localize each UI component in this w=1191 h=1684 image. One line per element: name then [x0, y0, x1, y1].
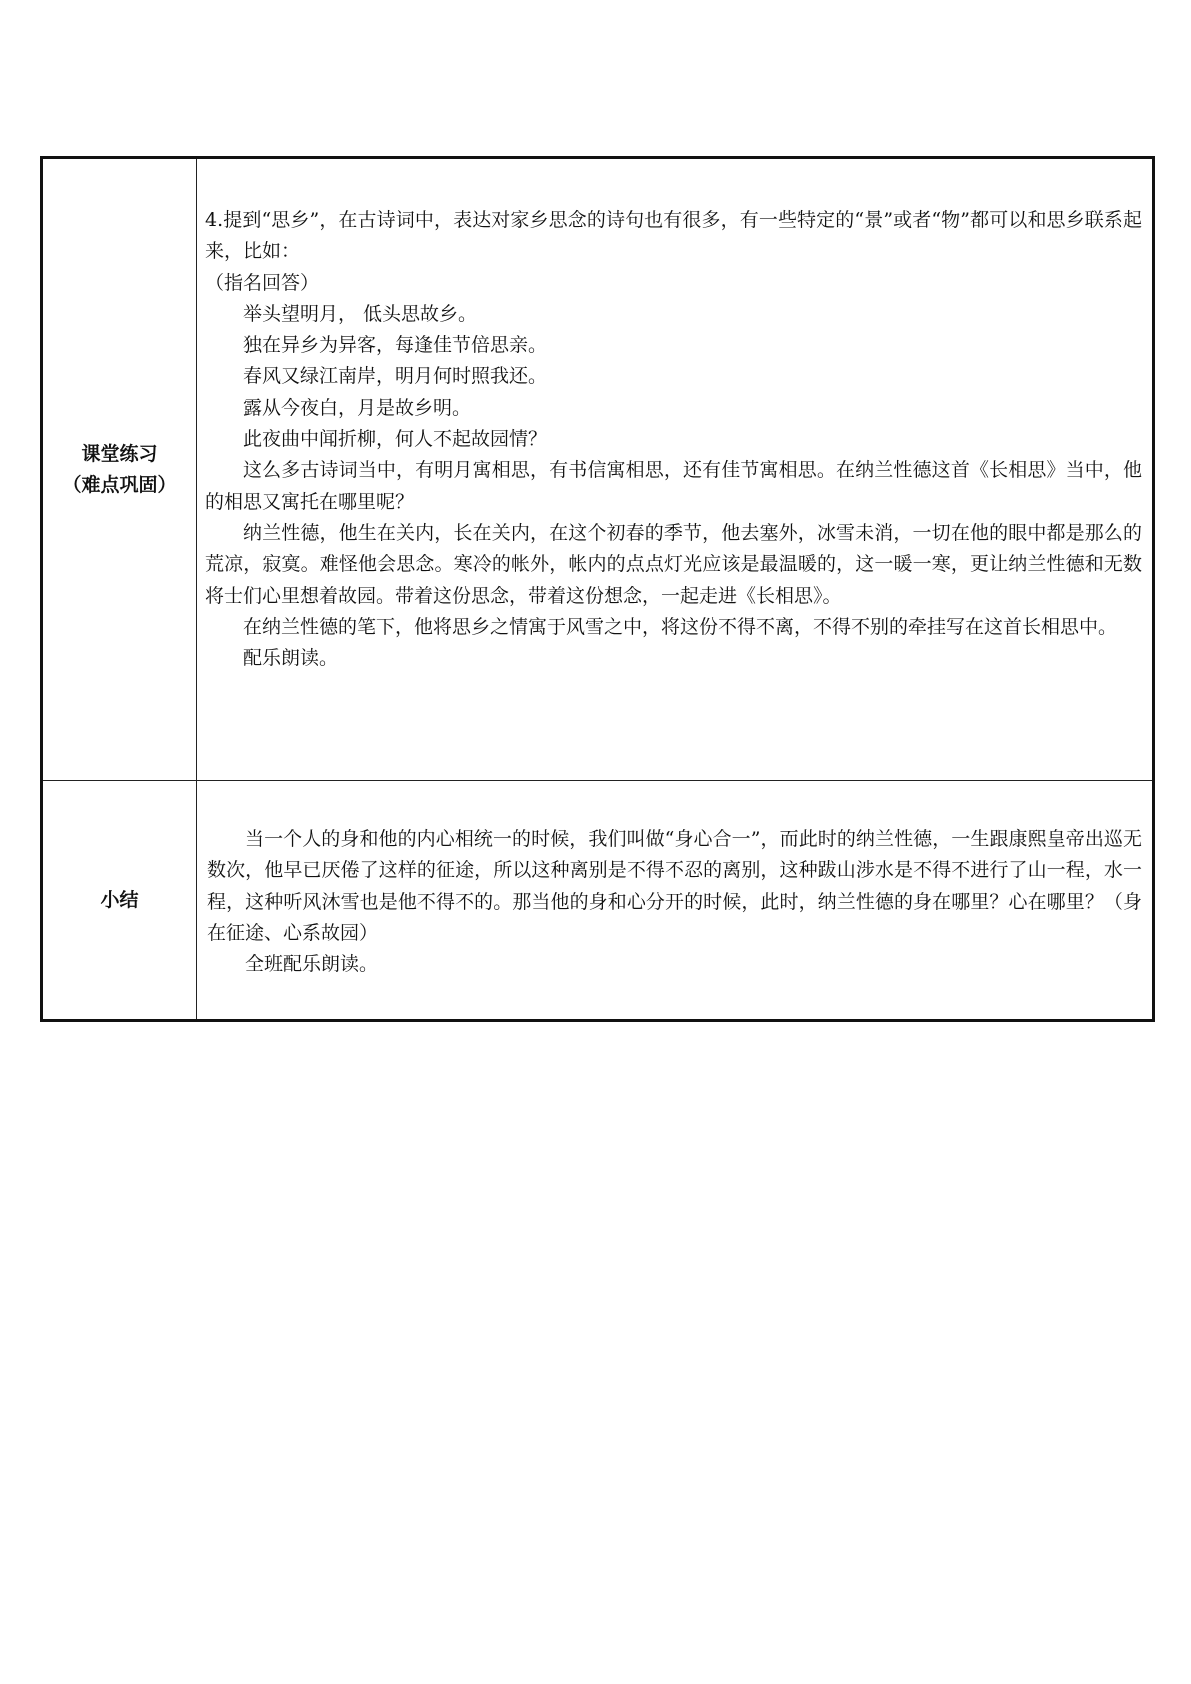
- summary-paragraph: 当一个人的身和他的内心相统一的时候，我们叫做“身心合一”，而此时的纳兰性德，一生跟康熙皇帝出巡无数次，他早已厌倦了这样的征途，所以这种离别是不得不忍的离别，这种跋山涉水是不得不进行了山一程，水一程，这种听风沐雪也是他不得不的。那当他的身和心分开的时候，此时，纳兰性德的身在哪里？心在哪里？（身在征途、心系故园）: [207, 828, 1142, 944]
- practice-content: [197, 159, 1152, 674]
- poem-line: 此夜曲中闻折柳，何人不起故园情？: [243, 428, 548, 451]
- practice-paragraph: 纳兰性德，他生在关内，长在关内，在这个初春的季节，他去塞外，冰雪未消，一切在他的眼中都是那么的荒凉，寂寞。难怪他会思念。寒冷的帐外，帐内的点点灯光应该是最温暖的，这一暖一寒，更让纳兰性德和无数将士们心里想着故园。带着这份思念，带着这份想念，一起走进《长相思》。: [205, 521, 1142, 607]
- summary-row: [42, 781, 1154, 1021]
- practice-label-line1: 课堂练习: [81, 442, 158, 465]
- summary-label-cell: [42, 781, 197, 1021]
- practice-content-cell: [197, 158, 1154, 781]
- summary-paragraph: 全班配乐朗读。: [245, 953, 379, 976]
- practice-paragraph: 这么多古诗词当中，有明月寓相思，有书信寓相思，还有佳节寓相思。在纳兰性德这首《长相思》当中，他的相思又寓托在哪里呢？: [205, 459, 1142, 513]
- practice-label-line2: （难点巩固）: [62, 473, 177, 496]
- practice-paragraph: 在纳兰性德的笔下，他将思乡之情寓于风雪之中，将这份不得不离，不得不别的牵挂写在这首长相思中。: [243, 615, 1118, 638]
- poem-line: 露从今夜白，月是故乡明。: [243, 396, 472, 419]
- practice-paragraph-intro: 4.提到“思乡”，在古诗词中，表达对家乡思念的诗句也有很多，有一些特定的“景”或者“物”都可以和思乡联系起来，比如：: [205, 209, 1142, 263]
- lesson-plan-table: [40, 156, 1155, 1022]
- practice-paragraph-note: （指名回答）: [205, 271, 320, 294]
- practice-row: [42, 158, 1154, 781]
- practice-label-cell: [42, 158, 197, 781]
- poem-line: 春风又绿江南岸，明月何时照我还。: [243, 365, 548, 388]
- poem-line: 举头望明月， 低头思故乡。: [243, 302, 478, 325]
- summary-label: 小结: [100, 888, 139, 911]
- practice-paragraph: 配乐朗读。: [243, 647, 339, 670]
- summary-content: [197, 781, 1152, 980]
- poem-line: 独在异乡为异客，每逢佳节倍思亲。: [243, 334, 548, 357]
- summary-content-cell: [197, 781, 1154, 1021]
